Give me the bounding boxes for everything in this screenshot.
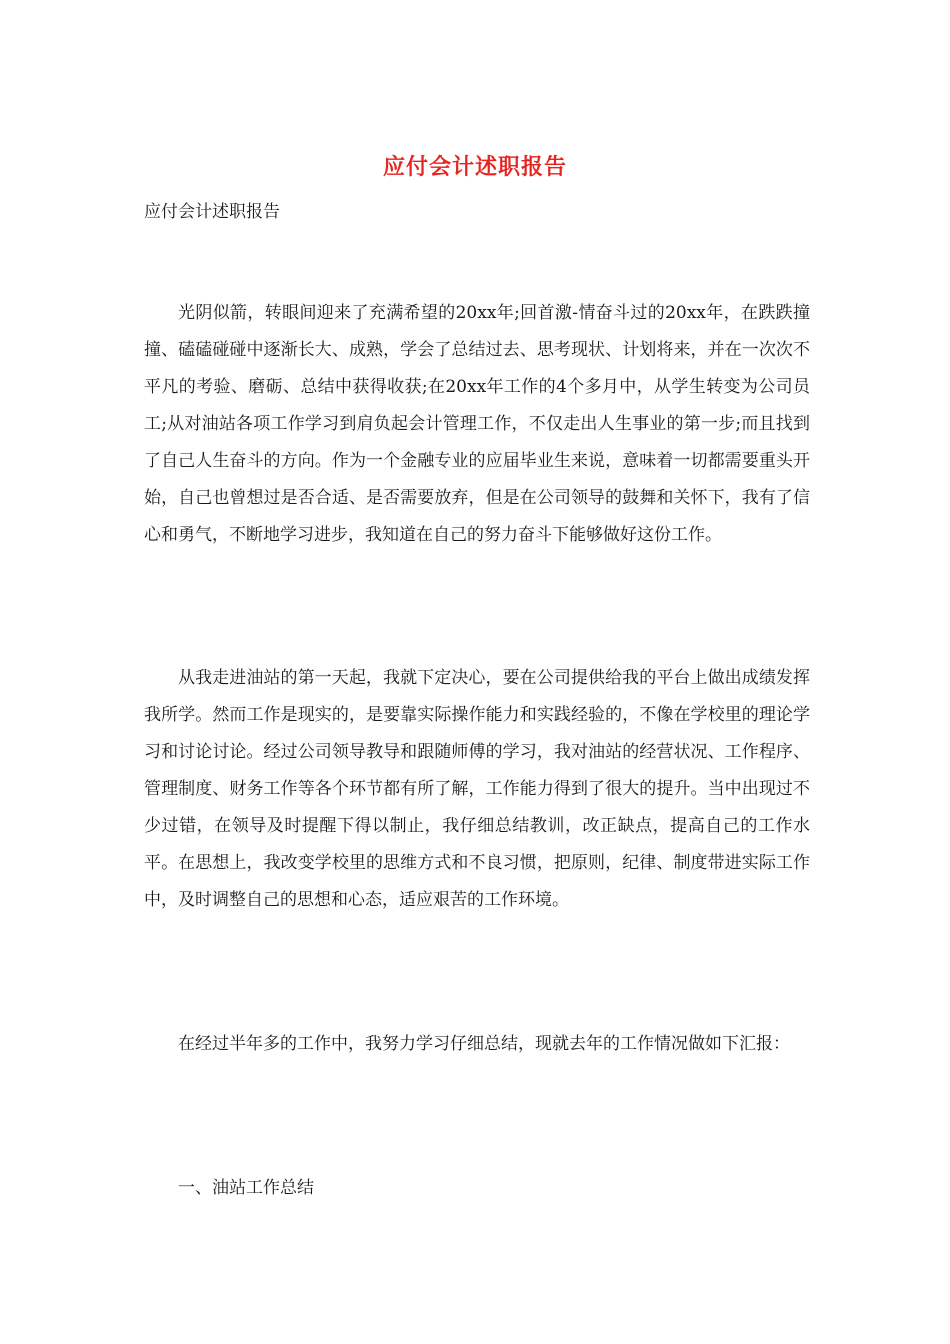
section-heading-station-summary: 一、油站工作总结 [178, 1178, 314, 1198]
document-title: 应付会计述职报告 [382, 154, 567, 180]
paragraph-experience: 从我走进油站的第一天起，我就下定决心，要在公司提供给我的平台上做出成绩发挥我所学。然而工作是现实的，是要靠实际操作能力和实践经验的，不像在学校里的理论学习和讨论讨论。经过公司领导教导和跟随师傅的学习，我对油站的经营状况、工作程序、管理制度、财务工作等各个环节都有所了解，工作能力得到了很大的提升。当中出现过不少过错，在领导及时提醒下得以制止，我仔细总结教训，改正缺点，提高自己的工作水平。在思想上，我改变学校里的思维方式和不良习惯，把原则，纪律、制度带进实际工作中，及时调整自己的思想和心态，适应艰苦的工作环境。 [144, 668, 810, 910]
paragraph-intro: 光阴似箭，转眼间迎来了充满希望的20xx年;回首激-情奋斗过的20xx年，在跌跌撞撞、磕磕碰碰中逐渐长大、成熟，学会了总结过去、思考现状、计划将来，并在一次次不平凡的考验、磨砺、总结中获得收获;在20xx年工作的4个多月中，从学生转变为公司员工;从对油站各项工作学习到肩负起会计管理工作，不仅走出人生事业的第一步;而且找到了自己人生奋斗的方向。作为一个金融专业的应届毕业生来说，意味着一切都需要重头开始，自己也曾想过是否合适、是否需要放弃，但是在公司领导的鼓舞和关怀下，我有了信心和勇气，不断地学习进步，我知道在自己的努力奋斗下能够做好这份工作。 [144, 303, 810, 545]
paragraph-report-intro: 在经过半年多的工作中，我努力学习仔细总结，现就去年的工作情况做如下汇报： [178, 1034, 790, 1054]
document-subtitle: 应付会计述职报告 [144, 202, 280, 222]
